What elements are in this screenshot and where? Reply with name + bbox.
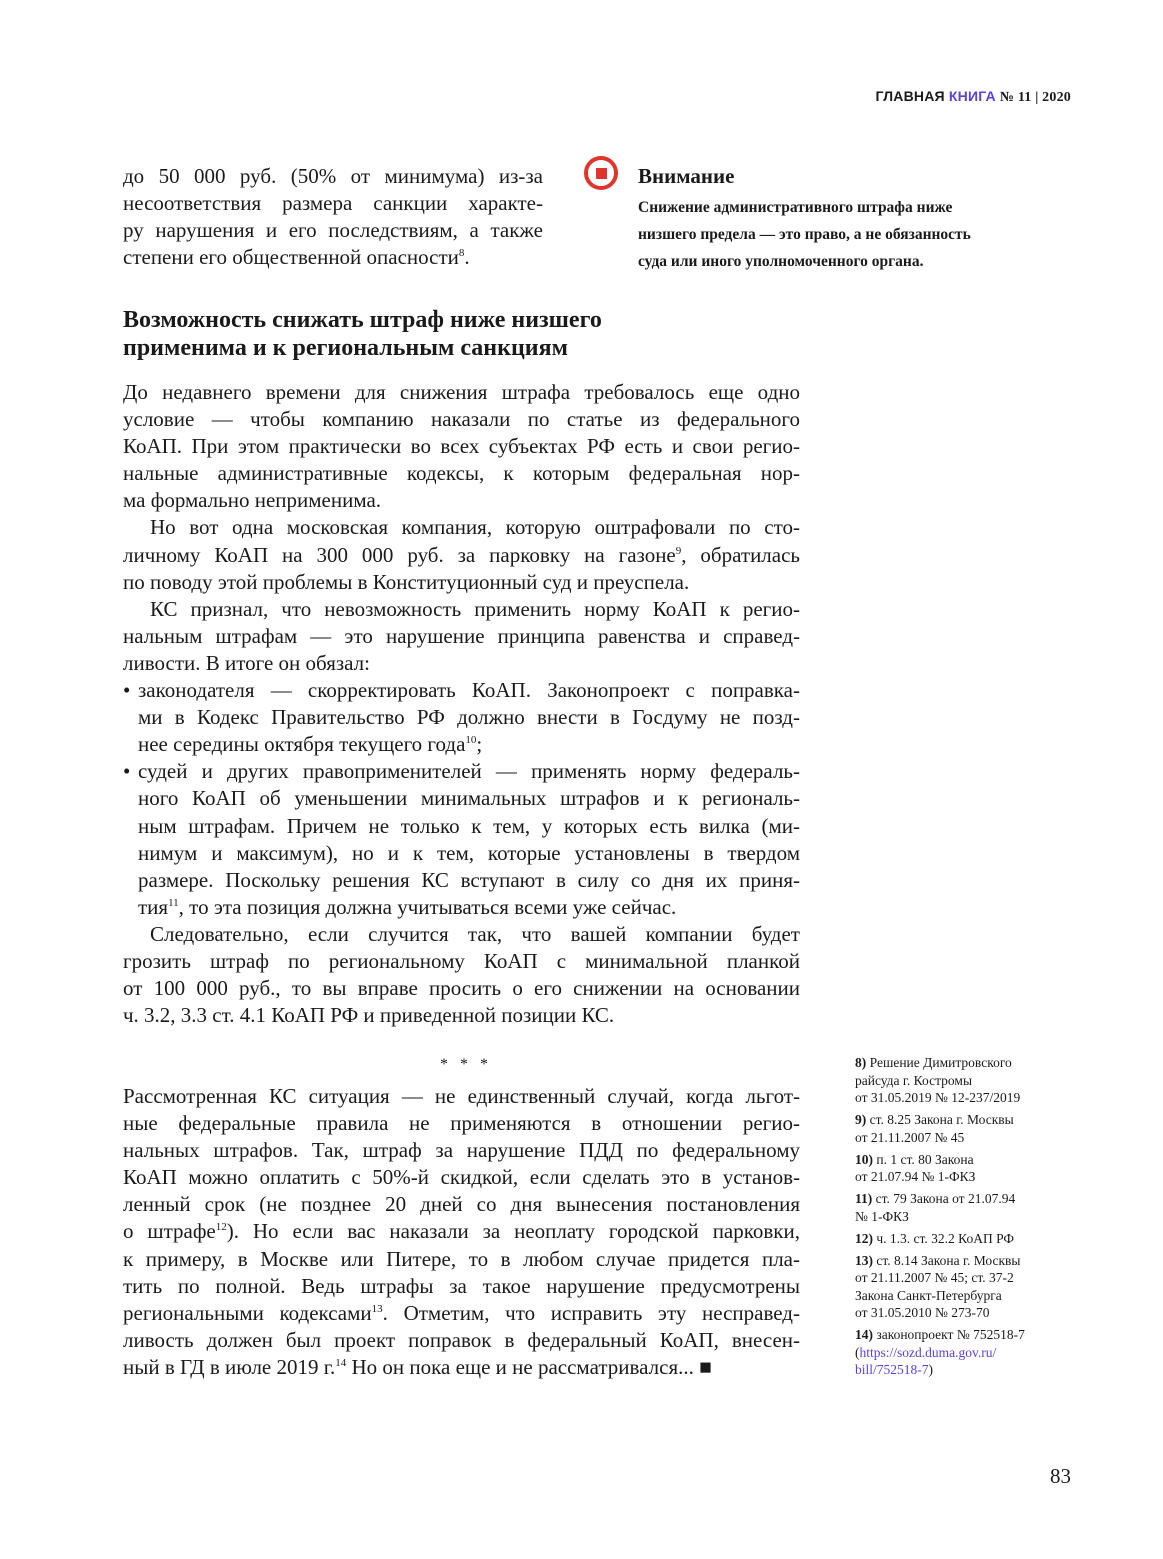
text-line: нимум и максимум), но и к тем, которые установлены в твердом bbox=[138, 840, 800, 865]
running-header bbox=[876, 88, 1072, 106]
text-line: До недавнего времени для снижения штрафа требовалось еще одно bbox=[123, 380, 800, 404]
text-line: ного КоАП об уменьшении минимальных штрафов и к региональ- bbox=[138, 786, 800, 811]
text-line: ленный срок (не позднее 20 дней со дня вынесения постановления bbox=[123, 1192, 800, 1217]
text-line: тия$^{11}$, то эта позиция должна учитываться всеми уже сейчас. bbox=[138, 894, 677, 919]
text-line: степени его общественной опасности$^8$. bbox=[123, 245, 470, 270]
stop-square-icon bbox=[584, 156, 618, 190]
text-line: нальным штрафам — это нарушение принципа равенства и справед- bbox=[123, 623, 800, 648]
text-line: нальных штрафов. Так, штраф за нарушение ПДД по федеральному bbox=[123, 1138, 800, 1163]
footnote-number: 8) bbox=[855, 1055, 870, 1070]
text-line: по поводу этой проблемы в Конституционный суд и преуспела. bbox=[123, 569, 690, 594]
text-line: размере. Поскольку решения КС вступают в силу со дня их приня- bbox=[138, 867, 800, 892]
footnote-number: 14) bbox=[855, 1327, 877, 1342]
footnote-ref: 12 bbox=[215, 1221, 227, 1234]
footnote: 10) п. 1 ст. 80 Закона от 21.07.94 № 1-ФКЗ bbox=[855, 1151, 976, 1184]
text-line: ные федеральные правила не применяются в отношении регио- bbox=[123, 1111, 800, 1136]
footnote-ref: 14 bbox=[335, 1356, 347, 1369]
footnote-number: 11) bbox=[855, 1191, 876, 1206]
text-line: ным штрафам. Причем не только к тем, у которых есть вилка (ми- bbox=[138, 813, 800, 838]
paragraph bbox=[123, 514, 800, 595]
text-line: КоАП. При этом практически во всех субъектах РФ есть и свои регио- bbox=[123, 434, 800, 459]
article-body bbox=[123, 379, 800, 1029]
paragraph bbox=[123, 596, 800, 677]
text-line: ру нарушения и его последствиям, а также bbox=[123, 218, 543, 243]
footnote-link[interactable]: bill/752518-7 bbox=[855, 1362, 929, 1377]
heading-line: применима и к региональным санкциям bbox=[123, 335, 568, 361]
footnote: 9) ст. 8.25 Закона г. Москвы от 21.11.2007 № 45 bbox=[855, 1112, 1014, 1145]
text-line: ливость должен был проект поправок в федеральный КоАП, внесен- bbox=[123, 1327, 800, 1352]
text-line: КоАП можно оплатить с 50%-й скидкой, если сделать это в установ- bbox=[123, 1165, 800, 1190]
text-line: Но вот одна московская компания, которую оштрафовали по сто- bbox=[150, 515, 800, 540]
text-line: несоответствия размера санкции характе- bbox=[123, 191, 543, 216]
page-number: 83 bbox=[1050, 1464, 1071, 1488]
text-line: нее середины октября текущего года$^{10}$; bbox=[138, 732, 483, 757]
text-line: ный в ГД в июле 2019 г.$^{14}$ Но он пока еще и не рассматривался... ■ bbox=[123, 1354, 712, 1379]
text-line: Следовательно, если случится так, что вашей компании будет bbox=[150, 921, 800, 946]
text-line: КС признал, что невозможность применить норму КоАП к регио- bbox=[150, 596, 800, 621]
text-line: ливости. В итоге он обязал: bbox=[123, 650, 370, 675]
brand-part2: КНИГА bbox=[948, 88, 996, 104]
footnote-ref: 11 bbox=[168, 896, 179, 909]
attention-line: суда или иного уполномоченного органа. bbox=[638, 253, 924, 270]
text-line: о штрафе$^{12}$). Но если вас наказали за неоплату городской парковки, bbox=[123, 1219, 800, 1244]
footnote: 8) Решение Димитровского райсуда г. Костромы от 31.05.2019 № 12-237/2019 bbox=[855, 1055, 1021, 1105]
footnote: 14) законопроект № 752518-7 (https://sozd.duma.gov.ru/ bill/752518-7) bbox=[855, 1327, 1025, 1377]
section-heading bbox=[123, 306, 602, 362]
footnote-ref: 8 bbox=[458, 247, 465, 260]
footnote-number: 9) bbox=[855, 1112, 870, 1127]
text-line: • законодателя — скорректировать КоАП. Законопроект с поправка- bbox=[123, 677, 800, 704]
footnote-ref: 13 bbox=[371, 1302, 383, 1315]
footnote-ref: 9 bbox=[675, 544, 682, 557]
attention-text bbox=[638, 194, 971, 275]
attention-line: Снижение административного штрафа ниже bbox=[638, 199, 953, 216]
text-line: личному КоАП на 300 000 руб. за парковку на газоне$^9$, обратилась bbox=[123, 542, 801, 567]
text-line: • судей и других правоприменителей — применять норму федераль- bbox=[123, 758, 800, 785]
text-line: до 50 000 руб. (50% от минимума) из-за bbox=[123, 164, 543, 188]
text-line: региональными кодексами$^{13}$. Отметим, что исправить эту несправед- bbox=[123, 1300, 800, 1325]
footnote: 12) ч. 1.3. ст. 32.2 КоАП РФ bbox=[855, 1230, 1015, 1246]
footnote-link[interactable]: https://sozd.duma.gov.ru/ bbox=[859, 1344, 997, 1360]
paragraph bbox=[123, 921, 800, 1029]
bullet-item bbox=[123, 677, 800, 758]
text-line: ми в Кодекс Правительство РФ должно внести в Госдуму не позд- bbox=[138, 705, 800, 730]
brand-part1: ГЛАВНАЯ bbox=[875, 88, 945, 104]
text-line: к примеру, в Москве или Питере, то в любом случае придется пла- bbox=[123, 1246, 800, 1271]
attention-title: Внимание bbox=[638, 164, 735, 188]
footnote-number: 10) bbox=[855, 1151, 877, 1167]
text-line: грозить штраф по региональному КоАП с минимальной планкой bbox=[123, 948, 800, 973]
text-line: от 100 000 руб., то вы вправе просить о его снижении на основании bbox=[123, 976, 800, 1001]
footnote: 13) ст. 8.14 Закона г. Москвы от 21.11.2007 № 45; ст. 37-2 Закона Санкт-Петербурга от 31.05.2010 № 273-70 bbox=[855, 1252, 1021, 1320]
footnote-number: 12) bbox=[855, 1230, 877, 1246]
paragraph bbox=[123, 379, 800, 514]
intro-paragraph bbox=[123, 163, 543, 271]
issue-number: № 11 | 2020 bbox=[999, 90, 1071, 105]
text-line: тить по полной. Ведь штрафы за такое нарушение предусмотрены bbox=[123, 1273, 800, 1298]
text-line: нальные административные кодексы, к которым федеральная нор- bbox=[123, 461, 800, 486]
text-line: ч. 3.2, 3.3 ст. 4.1 КоАП РФ и приведенной позиции КС. bbox=[123, 1003, 615, 1028]
bullet-item bbox=[123, 758, 800, 921]
attention-line: низшего предела — это право, а не обязанность bbox=[638, 226, 971, 243]
text-line: Рассмотренная КС ситуация — не единственный случай, когда льгот- bbox=[123, 1084, 800, 1108]
footnote: 11) ст. 79 Закона от 21.07.94 № 1-ФКЗ bbox=[855, 1191, 1016, 1224]
heading-line: Возможность снижать штраф ниже низшего bbox=[123, 307, 602, 333]
section-separator: * * * bbox=[440, 1056, 492, 1073]
text-line: ма формально неприменима. bbox=[123, 488, 382, 513]
footnote-ref: 10 bbox=[465, 734, 477, 747]
footnote-number: 13) bbox=[855, 1252, 877, 1268]
text-line: условие — чтобы компанию наказали по статье из федерального bbox=[123, 407, 800, 432]
closing-paragraph bbox=[123, 1083, 800, 1381]
